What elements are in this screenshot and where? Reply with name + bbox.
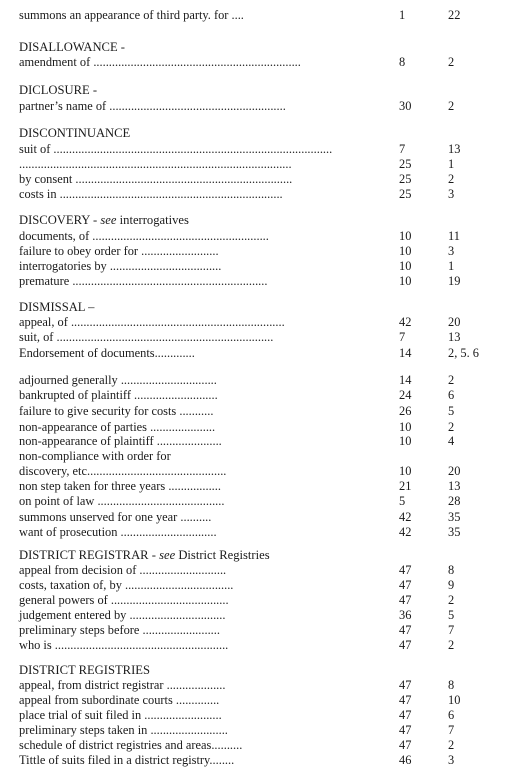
entry-reference-2: 6 [448,708,455,722]
entry-reference-1: 10 [399,420,412,434]
entry-reference-1: 7 [399,330,406,344]
entry-text: non-appearance of parties ..................... [19,420,216,434]
entry-text: by consent ...................................................................... [19,172,293,186]
entry-reference-1: 10 [399,434,412,448]
entry-reference-1: 47 [399,693,412,707]
entry-reference-2: 2 [448,638,455,652]
entry-text: summons an appearance of third party. for .... [19,8,244,22]
see-reference: see [159,548,176,562]
entry-reference-2: 8 [448,678,455,692]
entry-text: Tittle of suits filed in a district registry........ [19,753,235,767]
entry-text: appeal from subordinate courts .............. [19,693,220,707]
entry-reference-2: 2 [448,738,455,752]
entry-text: failure to give security for costs ........... [19,404,214,418]
entry-reference-2: 2 [448,593,455,607]
entry-reference-2: 13 [448,142,461,156]
entry-reference-1: 47 [399,563,412,577]
section-heading [19,83,97,98]
heading-text: DISMISSAL – [19,300,95,314]
entry-text: amendment of ................................................................... [19,55,301,69]
entry-text: documents, of ......................................................... [19,229,269,243]
entry-reference-1: 47 [399,578,412,592]
entry-reference-1: 25 [399,172,412,186]
entry-reference-2: 28 [448,494,461,508]
entry-reference-1: 47 [399,638,412,652]
entry-reference-2: 2, 5. 6 [448,346,479,360]
entry-text: appeal from decision of ............................ [19,563,227,577]
entry-reference-1: 47 [399,623,412,637]
entry-reference-1: 26 [399,404,412,418]
entry-reference-2: 6 [448,388,455,402]
entry-reference-2: 9 [448,578,455,592]
heading-text: DICLOSURE - [19,83,98,97]
entry-reference-1: 47 [399,593,412,607]
entry-reference-2: 20 [448,315,461,329]
entry-reference-2: 3 [448,753,455,767]
entry-text: ........................................................................................ [19,157,292,171]
entry-reference-1: 30 [399,99,412,113]
entry-reference-1: 47 [399,738,412,752]
section-heading [19,663,150,678]
entry-text: appeal, of ..................................................................... [19,315,285,329]
entry-text: want of prosecution ............................... [19,525,217,539]
entry-reference-1: 21 [399,479,412,493]
entry-text: judgement entered by ............................... [19,608,226,622]
entry-reference-2: 35 [448,525,461,539]
entry-reference-1: 36 [399,608,412,622]
entry-reference-2: 20 [448,464,461,478]
heading-text: DISALLOWANCE - [19,40,125,54]
section-heading [19,126,130,141]
entry-reference-1: 14 [399,346,412,360]
section-heading [19,548,270,563]
entry-text: bankrupted of plaintiff ........................... [19,388,218,402]
entry-text: preliminary steps taken in ......................... [19,723,228,737]
entry-reference-1: 46 [399,753,412,767]
entry-reference-1: 42 [399,510,412,524]
entry-reference-2: 5 [448,608,455,622]
entry-text: general powers of ...................................... [19,593,229,607]
entry-text: summons unserved for one year .......... [19,510,212,524]
entry-reference-2: 1 [448,157,455,171]
heading-text: DISTRICT REGISTRIES [19,663,150,677]
section-heading [19,40,125,55]
entry-text: preliminary steps before ......................... [19,623,220,637]
entry-reference-1: 47 [399,678,412,692]
entry-reference-1: 10 [399,259,412,273]
entry-reference-1: 25 [399,187,412,201]
entry-reference-2: 2 [448,99,455,113]
entry-text: costs, taxation of, by ................................... [19,578,234,592]
entry-reference-1: 8 [399,55,406,69]
entry-reference-1: 14 [399,373,412,387]
entry-reference-2: 10 [448,693,461,707]
entry-text: costs in ........................................................................ [19,187,283,201]
entry-reference-1: 7 [399,142,406,156]
entry-text: appeal, from district registrar ................... [19,678,226,692]
entry-reference-2: 5 [448,404,455,418]
heading-text: DISCONTINUANCE [19,126,131,140]
entry-text: partner’s name of ......................................................... [19,99,286,113]
entry-reference-2: 2 [448,373,455,387]
entry-reference-1: 42 [399,525,412,539]
entry-reference-2: 2 [448,55,455,69]
entry-reference-1: 42 [399,315,412,329]
entry-reference-2: 1 [448,259,455,273]
entry-text: interrogatories by .................................... [19,259,222,273]
entry-reference-2: 22 [448,8,461,22]
entry-reference-1: 10 [399,274,412,288]
entry-reference-2: 19 [448,274,461,288]
entry-reference-2: 7 [448,723,455,737]
entry-text: failure to obey order for ......................... [19,244,219,258]
entry-text: non-compliance with order for [19,449,171,463]
entry-text: place trial of suit filed in ......................... [19,708,222,722]
entry-text: Endorsement of documents............. [19,346,195,360]
entry-reference-1: 1 [399,8,406,22]
entry-reference-1: 10 [399,244,412,258]
entry-reference-2: 4 [448,434,455,448]
entry-reference-2: 35 [448,510,461,524]
entry-reference-1: 5 [399,494,406,508]
section-heading [19,300,94,315]
heading-text: DISTRICT REGISTRAR - [19,548,156,562]
entry-text: adjourned generally ............................... [19,373,217,387]
entry-reference-2: 7 [448,623,455,637]
see-target: District Registries [175,548,270,562]
entry-reference-2: 2 [448,172,455,186]
entry-reference-1: 10 [399,464,412,478]
entry-reference-2: 3 [448,187,455,201]
see-reference: see [100,213,117,227]
entry-reference-2: 13 [448,330,461,344]
entry-reference-2: 2 [448,420,455,434]
entry-text: who is ........................................................ [19,638,229,652]
entry-reference-1: 47 [399,708,412,722]
entry-reference-2: 3 [448,244,455,258]
entry-text: non step taken for three years ................. [19,479,221,493]
see-target: interrogatives [116,213,189,227]
entry-reference-1: 10 [399,229,412,243]
entry-reference-2: 13 [448,479,461,493]
entry-reference-2: 8 [448,563,455,577]
entry-text: schedule of district registries and areas.......... [19,738,243,752]
entry-reference-2: 11 [448,229,460,243]
entry-reference-1: 25 [399,157,412,171]
heading-text: DISCOVERY - [19,213,98,227]
entry-text: suit of .......................................................................................... [19,142,333,156]
entry-reference-1: 24 [399,388,412,402]
entry-text: discovery, etc............................................. [19,464,227,478]
section-heading [19,213,189,228]
entry-reference-1: 47 [399,723,412,737]
entry-text: suit, of ...................................................................... [19,330,274,344]
entry-text: non-appearance of plaintiff ..................... [19,434,222,448]
entry-text: premature ............................................................... [19,274,268,288]
entry-text: on point of law ......................................... [19,494,225,508]
